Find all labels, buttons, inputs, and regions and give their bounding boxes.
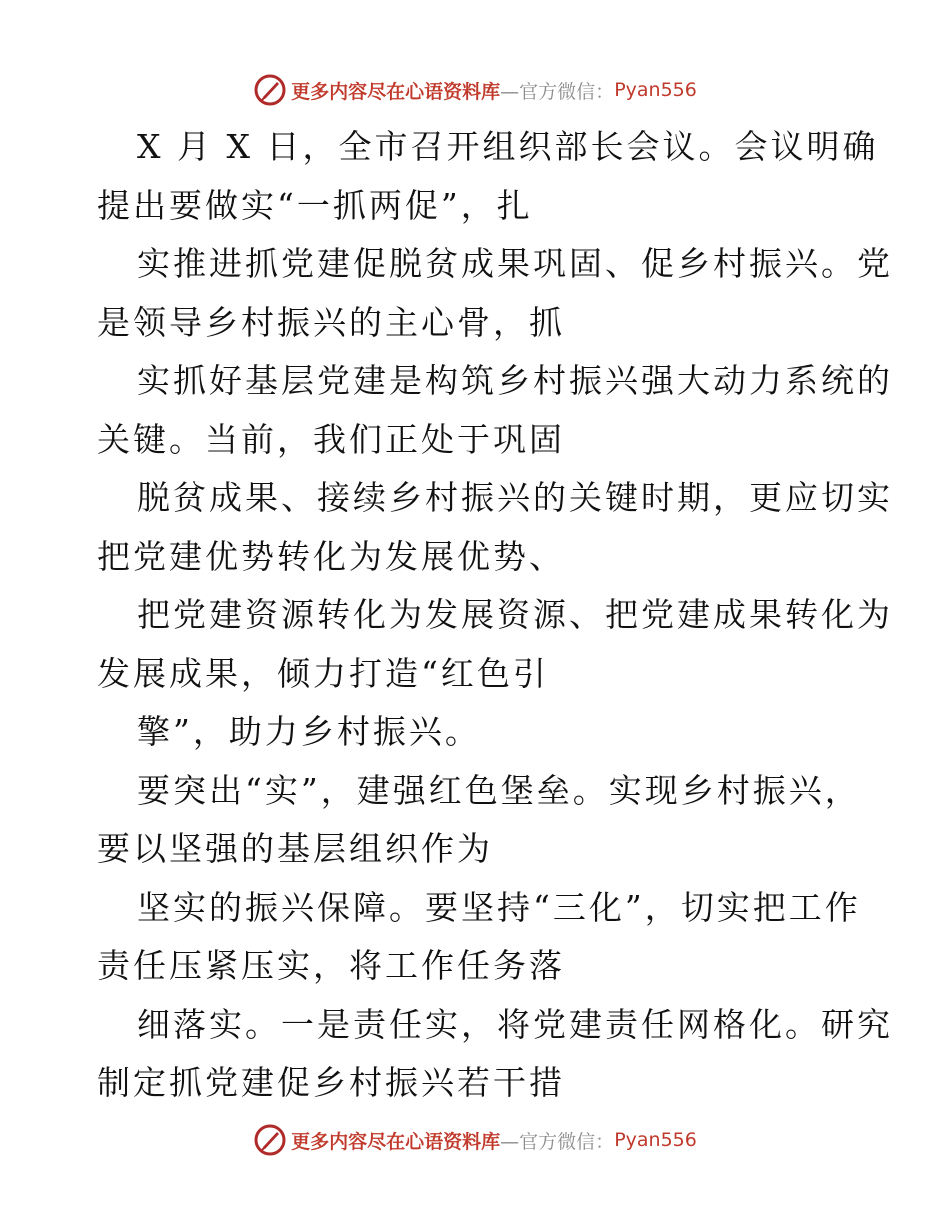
text-line: 实推进抓党建促脱贫成果巩固、促乡村振兴。党	[137, 244, 893, 283]
text-line: 坚实的振兴保障。要坚持“三化”，切实把工作	[137, 887, 861, 927]
quill-logo-icon	[253, 73, 287, 107]
watermark-footer	[0, 1120, 950, 1160]
text-line: 实抓好基层党建是构筑乡村振兴强大动力系统的	[137, 361, 893, 400]
watermark-main-text: 更多内容尽在心语资料库	[291, 80, 501, 103]
watermark-id-text: Pyan556	[614, 79, 697, 101]
watermark-sub-text: —官方微信：	[500, 80, 615, 103]
text-line: 要以坚强的基层组织作为	[97, 829, 493, 868]
document-body	[97, 118, 893, 1113]
text-line: X 月 X 日，全市召开组织部长会议。会议明确	[137, 127, 879, 166]
watermark-sub-text: —官方微信：	[500, 1130, 615, 1153]
text-line: 细落实。一是责任实，将党建责任网格化。研究	[137, 1004, 893, 1044]
quill-logo-icon	[253, 1123, 287, 1157]
text-line: 要突出“实”，建强红色堡垒。实现乡村振兴，	[137, 770, 861, 810]
text-line: 提出要做实“一抓两促”，扎	[97, 185, 533, 225]
text-line: 发展成果，倾力打造“红色引	[97, 653, 549, 693]
text-line: 脱贫成果、接续乡村振兴的关键时期，更应切实	[137, 478, 893, 517]
text-line: 把党建优势转化为发展优势、	[97, 536, 565, 576]
watermark-header	[0, 70, 950, 110]
text-line: 擎”，助力乡村振兴。	[137, 712, 481, 751]
watermark-id-text: Pyan556	[614, 1129, 697, 1151]
text-line: 责任压紧压实，将工作任务落	[97, 946, 565, 985]
text-line: 关键。当前，我们正处于巩固	[97, 419, 565, 459]
text-line: 制定抓党建促乡村振兴若干措	[97, 1063, 565, 1102]
watermark-main-text: 更多内容尽在心语资料库	[291, 1130, 501, 1153]
text-line: 是领导乡村振兴的主心骨，抓	[97, 302, 565, 342]
text-line: 把党建资源转化为发展资源、把党建成果转化为	[137, 595, 893, 634]
